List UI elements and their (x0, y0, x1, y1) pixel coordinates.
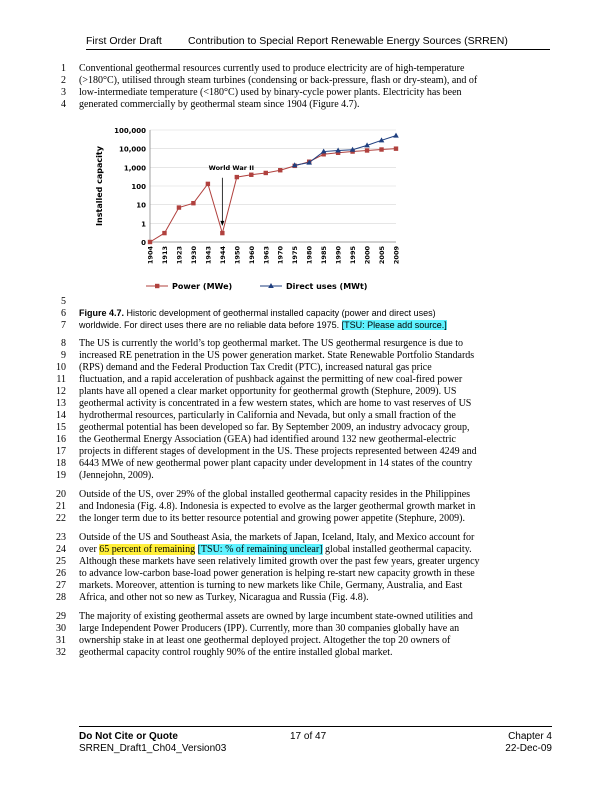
line-number: 2 (61, 75, 66, 86)
text-span: (>180°C), utilised through steam turbines (condensing or back-pressure, flash or dry-steam), and of (79, 75, 478, 86)
text-span: ownership stake in at least one geothermal deployed project. Altogether the top 20 owners of (79, 635, 451, 646)
y-tick-label: 10 (136, 201, 146, 210)
text-line (79, 434, 549, 445)
y-axis-label: Installed capacity (95, 146, 104, 226)
text-line (79, 87, 549, 98)
data-point (235, 175, 239, 179)
series-line (150, 149, 396, 242)
line-number: 8 (61, 338, 66, 349)
line-number: 29 (56, 611, 66, 622)
legend-label: Direct uses (MWt) (286, 282, 368, 291)
x-tick-label: 1943 (204, 246, 213, 265)
text-span: fluctuation, and a rapid acceleration of pushback against the permitting of new coal-fired power (79, 374, 463, 385)
x-tick-label: 1923 (175, 246, 184, 265)
text-line (79, 374, 549, 385)
text-line (79, 532, 549, 543)
text-span: the Geothermal Energy Association (GEA) had identified around 132 new geothermal-electric (79, 434, 456, 445)
line-number: 7 (61, 320, 66, 331)
text-line (79, 580, 549, 591)
page-footer (79, 726, 552, 754)
text-span: geothermal capacity control roughly 90% of the entire installed global market. (79, 647, 393, 658)
text-span: worldwide. For direct uses there are no reliable data before 1975. (79, 320, 342, 330)
text-line (79, 398, 549, 409)
text-span: geothermal potential has been developed so far. By September 2009, an industry advocacy group, (79, 422, 470, 433)
data-point (365, 148, 369, 152)
line-number: 14 (56, 410, 66, 421)
text-line (79, 635, 549, 646)
y-tick-label: 100,000 (114, 127, 146, 135)
footer-docid: SRREN_Draft1_Ch04_Version03 (79, 743, 227, 754)
x-tick-label: 2000 (363, 246, 372, 265)
x-tick-label: 1970 (276, 246, 285, 265)
footer-date: 22-Dec-09 (505, 743, 552, 754)
text-span: the longer term due to its better resource potential and growing power appetite (Stephure, 2009). (79, 513, 465, 524)
text-span: 6443 MWe of new geothermal power plant capacity under development in 14 states of the country (79, 458, 473, 469)
text-span: projects in different stages of development in the US. These projects represented between 4249 and (79, 446, 477, 457)
y-tick-label: 10,000 (118, 145, 146, 154)
text-span: low-intermediate temperature (<180°C) used by binary-cycle power plants. Electricity has been (79, 87, 462, 98)
line-number: 1 (61, 63, 66, 74)
text-span: (Jennejohn, 2009). (79, 470, 154, 481)
text-span: global installed geothermal capacity. (322, 544, 472, 555)
figure-caption-line (79, 320, 549, 330)
text-span: increased RE penetration in the US power generation market. State Renewable Portfolio Standards (79, 350, 475, 361)
text-line (79, 338, 549, 349)
text-line (79, 544, 549, 555)
line-number: 25 (56, 556, 66, 567)
y-tick-label: 0 (141, 239, 146, 247)
text-span: generated commercially by geothermal steam since 1904 (Figure 4.7). (79, 99, 360, 110)
line-number: 9 (61, 350, 66, 361)
line-number: 24 (56, 544, 66, 555)
data-point (206, 182, 210, 186)
text-line (79, 501, 549, 512)
data-point (249, 173, 253, 177)
line-number: 13 (56, 398, 66, 409)
x-tick-label: 1950 (233, 246, 242, 265)
x-tick-label: 1913 (160, 246, 169, 265)
line-number: 15 (56, 422, 66, 433)
data-point (394, 146, 398, 150)
footer-notice: Do Not Cite or Quote (79, 731, 178, 742)
text-line (79, 568, 549, 579)
line-number: 23 (56, 532, 66, 543)
text-span: over (79, 544, 100, 555)
line-number: 18 (56, 458, 66, 469)
x-tick-label: 1944 (218, 246, 227, 265)
text-span: hydrothermal resources, particularly in California and Nevada, but only a small fraction of the (79, 410, 456, 421)
line-number: 3 (61, 87, 66, 98)
x-tick-label: 1930 (189, 246, 198, 265)
footer-chapter: Chapter 4 (508, 731, 552, 742)
page-number: 17 of 47 (290, 731, 327, 742)
text-line (79, 470, 549, 481)
line-number: 6 (61, 308, 66, 319)
text-line (79, 386, 549, 397)
line-number: 31 (56, 635, 66, 646)
line-number: 27 (56, 580, 66, 591)
text-line (79, 611, 549, 622)
text-span: large Independent Power Producers (IPP). Currently, more than 30 companies globally have an (79, 623, 460, 634)
line-number: 10 (56, 362, 66, 373)
x-tick-label: 2005 (378, 246, 387, 265)
text-line (79, 513, 549, 524)
legend-label: Power (MWe) (172, 282, 233, 291)
x-tick-label: 1980 (305, 246, 314, 265)
text-span: Although these markets have seen relatively limited growth over the past few years, greater urgency (79, 556, 480, 567)
text-span: The US is currently the world’s top geothermal market. The US geothermal resurgence is due to (79, 338, 463, 349)
data-point (220, 231, 224, 235)
text-line (79, 446, 549, 457)
text-span: and Indonesia (Fig. 4.8). Indonesia is expected to evolve as the larger geothermal growth market in (79, 501, 476, 512)
text-span: Outside of the US, over 29% of the global installed geothermal capacity resides in the Philippines (79, 489, 471, 500)
text-span: Historic development of geothermal installed capacity (power and direct uses) (124, 308, 436, 318)
line-number: 21 (56, 501, 66, 512)
chart-annotation: World War II (208, 163, 255, 172)
data-point (264, 171, 268, 175)
text-line (79, 592, 549, 603)
line-number: 28 (56, 592, 66, 603)
data-point (393, 133, 399, 138)
line-number: 32 (56, 647, 66, 658)
x-tick-label: 1985 (320, 246, 329, 265)
line-number: 17 (56, 446, 66, 457)
line-number: 11 (56, 374, 66, 385)
line-number: 4 (61, 99, 66, 110)
text-line (79, 350, 549, 361)
text-line (79, 489, 549, 500)
x-tick-label: 1995 (349, 246, 358, 265)
text-line (79, 362, 549, 373)
text-span: plants have all opened a clear market opportunity for geothermal growth (Stephure, 2009). US (79, 386, 457, 397)
x-tick-label: 1990 (334, 246, 343, 265)
highlighted-text: [TSU: Please add source.] (341, 320, 447, 330)
y-tick-label: 1 (141, 220, 146, 229)
text-line (79, 422, 549, 433)
text-line (79, 458, 549, 469)
header-right: Contribution to Special Report Renewable Energy Sources (SRREN) (188, 35, 508, 47)
y-tick-label: 100 (131, 183, 146, 191)
data-point (278, 168, 282, 172)
text-line (79, 63, 549, 74)
data-point (191, 201, 195, 205)
text-line (79, 99, 549, 110)
text-span: Outside of the US and Southeast Asia, the markets of Japan, Iceland, Italy, and Mexico account for (79, 532, 475, 543)
x-tick-label: 1975 (291, 246, 300, 265)
line-number: 26 (56, 568, 66, 579)
text-line (79, 75, 549, 86)
text-line (79, 623, 549, 634)
text-line (79, 410, 549, 421)
text-line (79, 647, 549, 658)
line-number: 16 (56, 434, 66, 445)
x-tick-label: 1963 (262, 246, 271, 265)
line-number: 30 (56, 623, 66, 634)
data-point (379, 147, 383, 151)
text-span: Africa, and other not so new as Turkey, Nicaragua and Russia (Fig. 4.8). (79, 592, 369, 603)
text-line (79, 556, 549, 567)
running-header (86, 35, 550, 50)
figure-caption-line (79, 308, 549, 318)
capacity-chart (88, 118, 418, 298)
text-span: markets. Moreover, attention is turning to new markets like Chile, Germany, Australia, and East (79, 580, 463, 591)
highlighted-text: 65 percent of remaining (99, 544, 196, 555)
line-number: 22 (56, 513, 66, 524)
line-number: 12 (56, 386, 66, 397)
text-span: geothermal activity is concentrated in a few western states, which are home to vast reserves of US (79, 398, 472, 409)
data-point (177, 205, 181, 209)
text-span: The majority of existing geothermal assets are owned by large incumbent state-owned utilities and (79, 611, 473, 622)
highlighted-text: [TSU: % of remaining unclear] (197, 544, 323, 555)
x-tick-label: 2009 (392, 246, 401, 265)
x-tick-label: 1960 (247, 246, 256, 265)
x-tick-label: 1904 (146, 246, 155, 265)
text-span: (RPS) demand and the Federal Production Tax Credit (PTC), increased natural gas price (79, 362, 432, 373)
line-number: 19 (56, 470, 66, 481)
data-point (148, 240, 152, 244)
line-number: 20 (56, 489, 66, 500)
text-span: Figure 4.7. (79, 308, 125, 318)
line-number: 5 (61, 296, 66, 307)
text-span: to advance low-carbon base-load power generation is helping re-start new capacity growth in these (79, 568, 475, 579)
y-tick-label: 1,000 (123, 164, 146, 173)
header-left: First Order Draft (86, 35, 162, 47)
legend-marker (155, 284, 159, 288)
text-span: Conventional geothermal resources currently used to produce electricity are of high-temperature (79, 63, 465, 74)
data-point (162, 231, 166, 235)
